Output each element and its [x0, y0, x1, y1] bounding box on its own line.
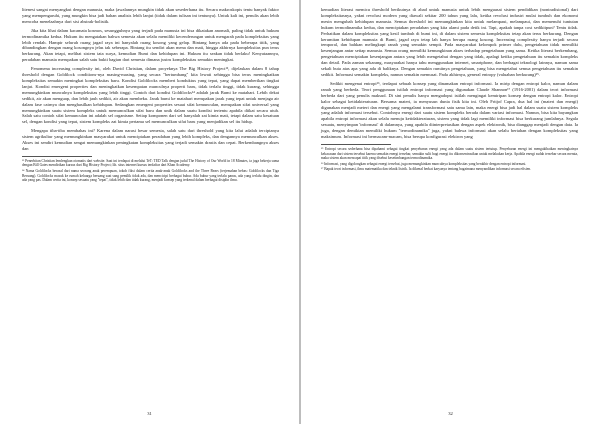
right-page [301, 0, 600, 424]
paragraph: Fenomena increasing complexity ini, oleh David Christian, dalam proyeknya The Big History Project¹³, dijelaskan dalam 8 tahap threshold dengan Goldilock conditions-nya masing-masing, yang secara "bertumbang" kita lewati sehingga bisa terus meningkatkan kompleksitas semakin meningkat kompleksitas baru. Kondisi Goldilocks memberi konduktus yang tepat, yang dapat memberikan tingkat lanjut. Kondisi emergent properties dan meningkatkan kesempatan munculnya properti baru, tidak terlalu tinggi, tidak kurang, sehingga memungkinkan munculnya kompleksitas yang lebih tinggi. Contoh dari kondisi Goldilocks¹⁴ adalah jarak Bumi ke matahari. Lebih dekat sedikit, air akan menguap, dan lebih jauh sedikit, air akan membeku. Jarak bumi ke matahari merupakan jarak yang tepat untuk menjaga air dalam fase cairnya dan menghasilkan kehidupan. Sedangkan emergent properties sesuai sifat kemunculan, merupakan sifat universal yang memungkinkan suatu sistem kompleks untuk memunculkan sifat baru dan unik dalam suatu kondisi tertentu apabila diikat secara utuh. Salah satu contoh sifat kemunculan ini adalah sel organisme. Setiap komponen dari sel hanyalah zat kimia mati, tetapi dalam satu kesatuan sel, dengan kondisi yang tepat, sistem kompleks zat kimia pertama sel memunculkan sifat baru yang menjadikan sel itu hidup. [22, 66, 279, 125]
paragraph: Sedikit mengenai entropi¹⁶, terdapat sebuah konsep yang dinamakan entropi informasi. Ia mirip dengan entropi kalor, namun dalam ranah yang berbeda. Teori penggunaan istilah entropi informasi yang digunakan Claude Shannon¹⁷ (1916-2001) dalam teori informasi berbeda dari yang penulis maksud. Di sini penulis hanya mengadopsi istilah mengingat kemiripan konsep dengan entropi kalor. Entropi kalor sebagai ketidakteraturan. Bersama materi, ia menyusun dunia fisik kita ini. Oleh Fritjof Capra, dua hal ini (materi dan energi) digunakan menjadi meteri dan energi yang mengalami transformasi satu sama lain, maka energi bisa jadi hal dalam suatu sistem kompleks yang adalah informasi tersebut. Contohnya energi dari suatu sistem kompleks berada dalam variasi informasi. Namun, bisa kita bayangkan apabila entropi informasi akan selalu menuju ketidakteraturan, sistem yang tidak lagi memiliki informasi bisa berkurang jumlahnya. Segala sesuatu, menyimpan 'informasi' di dalamnya, yang apabila diinterpretasikan dengan aspek elektronik, bisa dianggap menjadi dengan data. Ia juga, dengan demikian memiliki hukum "termodinamika" juga, yakni bahwa informasi akan selalu bertahan dengan kompleksitas yang maksimum. Informasi ini bermacam-macam, bisa berupa konfigurasi elektron yang [321, 80, 578, 140]
paragraph: kemudian literasi memicu threshold berikutnya di abad untuk manusia untuk lebih menguasai sistem pendidikan (nontradisional) dari kompleksitasnya, yakni revolusi modern yang diawali sekitar 200 tahun yang lalu, ketika revolusi industri mulai tumbuh dan ekonomi mesin mengubah kehidupan manusia. Semua threshold ini memungkinkan kita untuk melampaui, melampaui, dan memenuhi tuntutan hukum termodinamika kedua, dan menciptakan peradaban yang kita alami pada detik ini. Tapi, apakah tanpa cost sedikitpun? Tentu tidak. Perhatikan dalam kompleksitas yang kesil tumbuh di bumi ini, di dalam sistem semesta kompleksitas tetap akan terus berkurang. Dengan kerumitan kehidupan manusia di Bumi, jagad raya tetap lah hanya berupa ruang kosong. Increasing complexity hanya terjadi secara temporal, dan bahkan melingkupi ranah yang semakin sempit. Pada masyarakat kelompok primer dulu, pengetahuan tidak memiliki kesenjangan antar setiap manusia. Semua orang memiliki kemungkinan akses terhadap pengetahuan yang sama. Ketika literasi berkembang, pengetahuan menciptakan kesenjangan antara yang lebih mengetahui dengan yang tidak, apalagi ketika pengetahuan itu semakin kompleks dan detail. Pada zaman sekarang, masyarakat hanya tahu menggunakan internet, smartphone, dan berbagai teknologi lainnya, namun sama sekali buta atas apa yang ada di baliknya. Dengan semakin rumitnya pengetahuan, yang bisa mengetahui semua pengetahuan itu semakin sedikit. Informasi semakin kompleks, namun semakin memusat. Pada akhirnya, general entropy (valuaban berkurang)¹⁵. [321, 7, 578, 77]
footnote: ¹⁶ Informasi, yang digolongkan sebagai energi tersebut, juga memungkinkan munculnya kompleksitas yang berakhir dengan entropi informasi. [321, 161, 527, 166]
right-page-body [321, 7, 578, 140]
footnote: ¹⁵ Entropi secara sederhana bisa dipahami sebagai tingkat penyebaran energi yang ada dalam suatu sistem tertutup. Penyebaran energi ini mengakibatkan meningkatnya kekacauan dari sistem tersebut karena semakin energi tersebar, semakin sulit bagi energi itu dikonsentrasikan untuk melakukan kerja. Apabila energi sudah tersebar secara merata, maka sistem akan mencapai titik yang disebut kesetimbangan termodinamika. [321, 146, 578, 161]
paragraph: Mengapa tiba-tiba membahas ini? Karena dalam narasi besar semesta, salah satu dari threshold yang kita lalui adalah terciptanya sistem agrikultur yang memungkinkan masyarakat untuk menciptakan peradaban yang lebih kompleks, dan dengannya memunculkan akses. Akses ini sendiri kemudian sengat memungkinkan peningkatan kompleksitas yang terjadi semakin drastis dan cepat. Berkembangnya akses dan [22, 128, 279, 151]
left-page-body [22, 7, 279, 152]
page-number: 31 [147, 411, 152, 416]
footnote-divider [22, 156, 92, 157]
page-number: 32 [448, 411, 453, 416]
footnote: ¹⁷ Bapak teori informasi, ilmu matematika dan teknik listrik. Ia dikenal berkat karyanya tentang bagaimana menyandikan informasi secara efisien. [321, 167, 531, 172]
footnote: ¹³ Penerbitan Christian lemlengkan otomatis dari website. Saat ini terdapat di melalui TeT: TED Talk dengan judul The History of Our World in 18 Minutes, ia juga bekerja sama dengan Bill Gates mendirikan kursus dari Big History Project; lih. situs internet kursus terdaftar dari Khan Academy. [22, 158, 279, 168]
paragraph: litenesi sangat menyangkut dengan manusia, maka (awalannya mungkin tidak akan sesederhana itu. Secara makroskopis tentu banyak faktor yang mempengaruhi, yang mungkin bisa jadi bahan analisis lebih lanjut (tidak dalam tulisan ini tentunya). Untuk kali ini, penulis akan lebih mencoba menelaahnya dari sisi abstrak-holistik. [22, 7, 279, 24]
footnote-divider [321, 144, 391, 145]
footnote: ¹⁴ Nama Goldilocks berasal dari nama seorang anak perempuan, tokoh fiksi dalam cerita anak-anak Goldilocks and the Three Bears (terjemahan bebas: Goldilocks dan Tiga Beruang). Goldilocks masuk ke rumah keluarga beruang saat sang pemilik tidak ada, dan mencicipi berbagai bubur. Ada bubur yang terlalu panas, ada yang terlalu dingin, dan ada yang pas. Dalam cerita ini, konsep sesuatu yang "tepat", tidak lebih dan tidak kurang, menjadi konsep yang terkenal dalam berbagai disiplin ilmu. [22, 169, 279, 183]
left-page [0, 0, 299, 424]
paragraph: Jika kita lihat dalam kacamata kosmos, sesungguhnya yang terjadi pada manusia ini bisa dikatakan anomali, paling tidak untuk hukum termodinamika kedua. Hukum itu mengatakan bahwa semesta akan selalu memiliki kecenderungan untuk mengarah pada kompleksitas yang lebih rendah. Hampir seluruh ruang jagad raya ini hanyalah ruang kosong yang gelap. Bintang hanya ada pada beberapa titik, yang dibandingkan dengan ruang kosongnya jelas tak seberapa. Bintang itu sendiri akan mena dan mati, hingga akhirnya kompleksitas pun terus berkurang. Akan tetapi, melihat sistem tata surya, kemudian Bumi dan kehidupan ini. Hukum itu seakan tidak berlaku! Kenyataannya, peradaban manusia merupakan salah satu bukti bagian dari semesta dimana justru kompleksitas semakin meningkat. [22, 27, 279, 63]
footnotes [22, 159, 279, 183]
footnotes [321, 147, 578, 172]
